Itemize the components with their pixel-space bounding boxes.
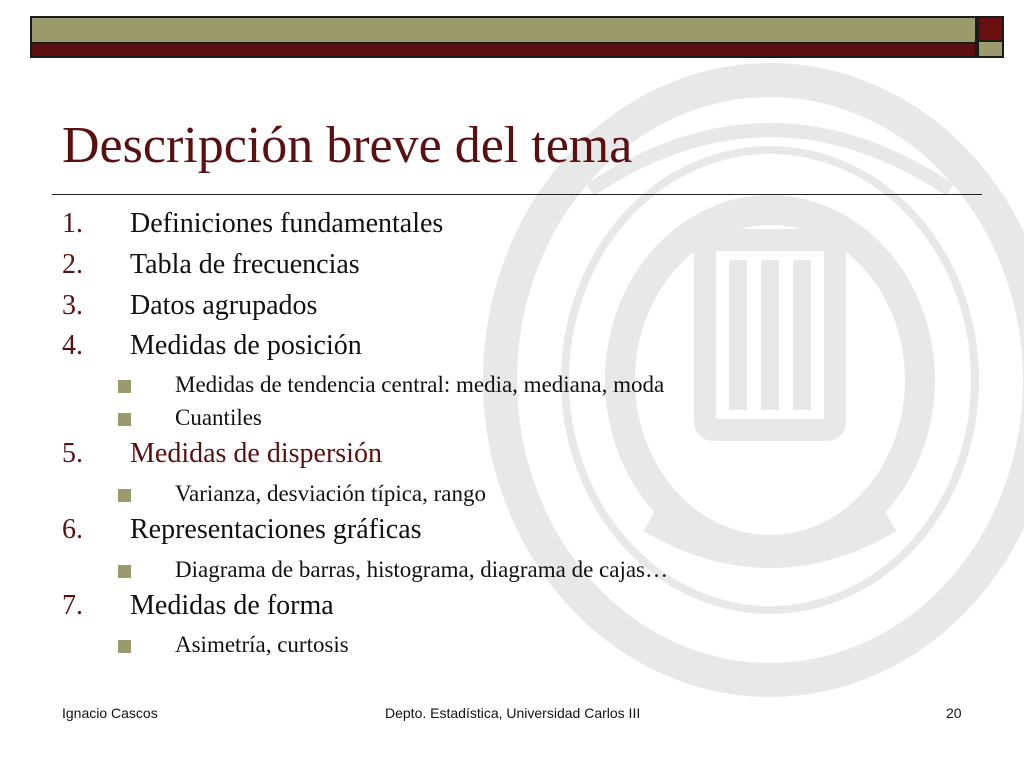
sub-item-label: Diagrama de barras, histograma, diagrama de cajas… [175,557,669,582]
header-corner-red [977,16,1004,42]
square-bullet-icon [118,413,131,426]
item-label: Medidas de forma [130,590,334,621]
item-label: Representaciones gráficas [130,514,422,545]
item-number: 1. [62,208,83,239]
footer-author: Ignacio Cascos [62,705,158,721]
item-number: 2. [62,249,83,280]
square-bullet-icon [118,489,131,502]
page-number: 20 [946,705,962,721]
slide-title: Descripción breve del tema [62,117,633,174]
square-bullet-icon [118,640,131,653]
square-bullet-icon [118,380,131,393]
item-label: Definiciones fundamentales [130,208,444,239]
sub-item-label: Asimetría, curtosis [175,632,349,657]
item-number: 6. [62,514,83,545]
item-label: Medidas de posición [130,330,362,361]
item-number: 7. [62,590,83,621]
item-number: 5. [62,438,83,469]
square-bullet-icon [118,565,131,578]
sub-item-label: Varianza, desviación típica, rango [175,481,487,506]
title-divider [52,194,982,195]
footer-department: Depto. Estadística, Universidad Carlos III [385,705,641,721]
sub-item-label: Cuantiles [175,405,262,430]
item-number: 3. [62,290,83,321]
item-label: Tabla de frecuencias [130,249,360,280]
sub-item-label: Medidas de tendencia central: media, mediana, moda [175,372,665,397]
item-number: 4. [62,330,83,361]
item-label: Datos agrupados [130,290,318,321]
item-label: Medidas de dispersión [130,438,382,469]
